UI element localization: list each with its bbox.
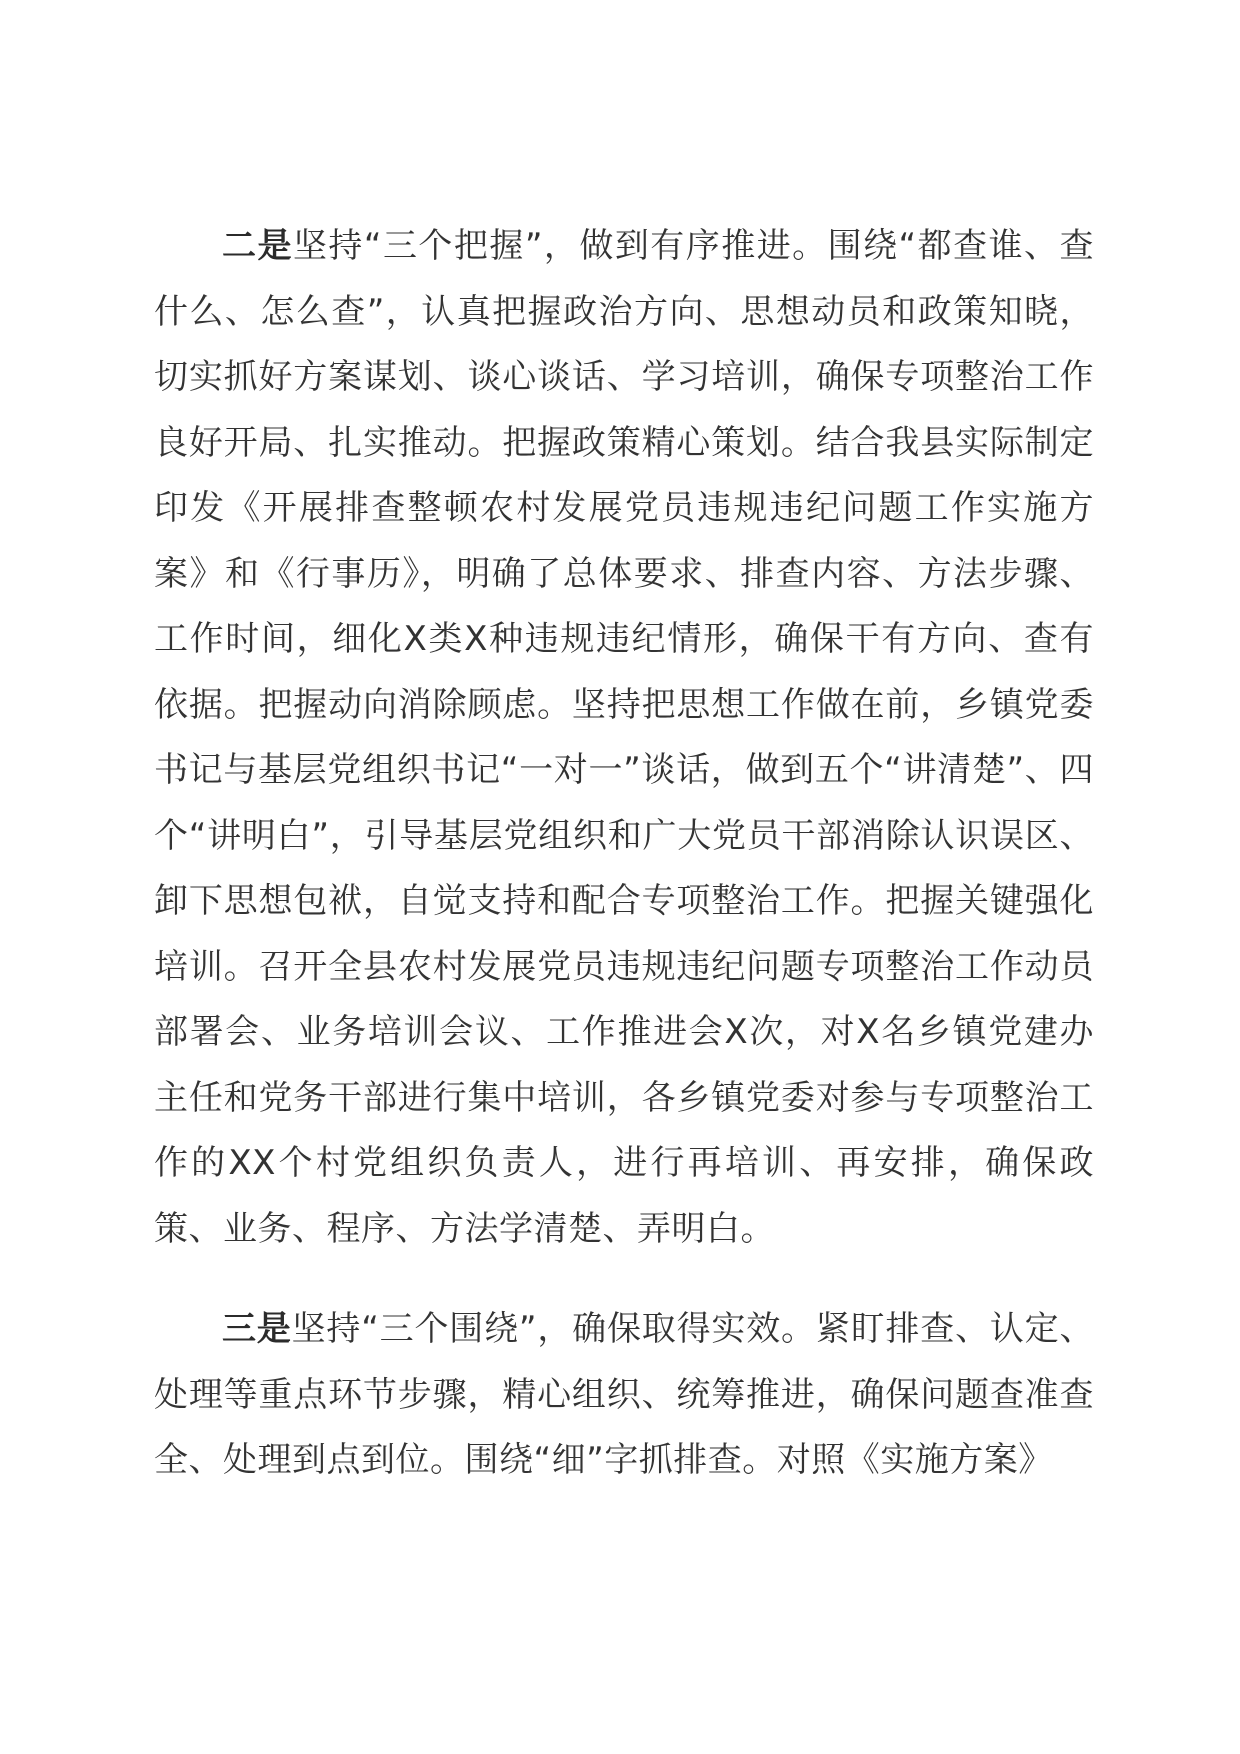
paragraph-lead: 三是 bbox=[222, 1309, 292, 1349]
paragraph-lead: 二是 bbox=[222, 226, 293, 266]
paragraph-3 bbox=[154, 1297, 1094, 1494]
paragraph-2 bbox=[154, 214, 1094, 1262]
paragraph-text: 坚持“三个围绕”，确保取得实效。紧盯排查、认定、处理等重点环节步骤，精心组织、统筹推进，确保问题查准查全、处理到点到位。围绕“细”字抓排查。对照《实施方案》 bbox=[154, 1309, 1094, 1480]
document-body bbox=[154, 214, 1094, 1494]
paragraph-text: 坚持“三个把握”，做到有序推进。围绕“都查谁、查什么、怎么查”，认真把握政治方向、思想动员和政策知晓，切实抓好方案谋划、谈心谈话、学习培训，确保专项整治工作良好开局、扎实推动。把握政策精心策划。结合我县实际制定印发《开展排查整顿农村发展党员违规违纪问题工作实施方案》和《行事历》，明确了总体要求、排查内容、方法步骤、工作时间，细化X类X种违规违纪情形，确保干有方向、查有依据。把握动向消除顾虑。坚持把思想工作做在前，乡镇党委书记与基层党组织书记“一对一”谈话，做到五个“讲清楚”、四个“讲明白”，引导基层党组织和广大党员干部消除认识误区、卸下思想包袱，自觉支持和配合专项整治工作。把握关键强化培训。召开全县农村发展党员违规违纪问题专项整治工作动员部署会、业务培训会议、工作推进会X次，对X名乡镇党建办主任和党务干部进行集中培训，各乡镇党委对参与专项整治工作的XX个村党组织负责人，进行再培训、再安排，确保政策、业务、程序、方法学清楚、弄明白。 bbox=[154, 226, 1095, 1249]
